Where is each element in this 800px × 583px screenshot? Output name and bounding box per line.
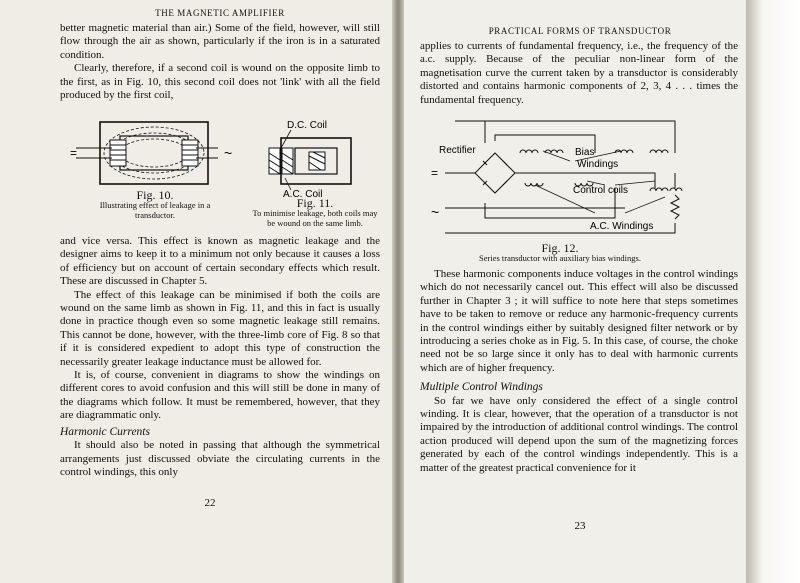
- fig12-bias-label: Bias: [575, 147, 595, 158]
- left-paragraph-5: It is, of course, convenient in diagrams to show the windings on different cores to avoid confusion and this will still be done in many of the diagrams which follow. It must be remembered, however, that they are diagrammatic only.: [60, 369, 380, 422]
- right-page-number: 23: [574, 520, 586, 532]
- fig10-dc-symbol: =: [70, 146, 78, 160]
- fig11-inner-block: [309, 152, 325, 170]
- fig10-ac-symbol: ~: [224, 145, 233, 161]
- left-text-top: [60, 22, 380, 102]
- fig12-ac-windings: [650, 188, 682, 219]
- fig10-caption: [80, 190, 230, 220]
- fig10-coil-left: [110, 140, 126, 166]
- right-paragraph-1: applies to currents of fundamental frequency, i.e., the frequency of the a.c. supply. Because of the peculiar non-linear form of the magnetisation curve the current taken by a transductor is considerably distorted and contains harmonic components of 2, 3, 4 . . . times the fundamental frequency.: [420, 40, 738, 106]
- left-running-head: THE MAGNETIC AMPLIFIER: [155, 8, 285, 18]
- left-paragraph-6: It should also be noted in passing that although the symmetrical arrangements just discussed obviate the circulating currents in the control windings, this only: [60, 439, 380, 478]
- left-paragraph-3: and vice versa. This effect is known as magnetic leakage and the designer aims to keep it to a minimum not only because it causes a loss of efficiency but on account of certain secondary effects which result. These are discussed in Chapter 5.: [60, 235, 380, 288]
- left-paragraph-2: Clearly, therefore, if a second coil is wound on the opposite limb to the first, as in Fig. 10, this second coil does not 'link' with all the field produced by the first coil,: [60, 62, 380, 102]
- right-paragraph-2: These harmonic components induce voltages in the control windings which do not necessarily cancel out. This effect will also be discussed further in Chapter 3 ; it will suffice to note here that steps sometimes have to be taken to remove or reduce any harmonic-frequency currents in the control windings either by suitably designed filter network or by introducing a series choke as in Fig. 5. In this case, of course, the choke need not be so large since it only has to deal with harmonic currents which are of higher frequency.: [420, 268, 738, 374]
- fig12-description: Series transductor with auxiliary bias windings.: [479, 253, 641, 263]
- book-gutter: [392, 0, 404, 583]
- page-edge-shadow: [746, 0, 800, 583]
- fig12-ac-symbol: ~: [431, 204, 440, 220]
- fig11-dc-label: D.C. Coil: [287, 120, 328, 131]
- left-text-bottom: [60, 235, 380, 479]
- fig10-core-window: [120, 136, 188, 170]
- fig12-caption: [440, 243, 680, 263]
- fig12-ac-label: A.C. Windings: [590, 221, 654, 232]
- right-subheading: Multiple Control Windings: [420, 381, 543, 394]
- right-paragraph-3: So far we have only considered the effect of a single control winding. It is clear, however, that the operation of a transductor is not impaired by the introduction of additional control windings. The control action produced will depend upon the sum of the magnetizing forces generated by each of the control windings independently. This is a matter of the greatest practical convenience for it: [420, 394, 738, 474]
- fig11-diagram: [255, 118, 375, 198]
- fig10-number: Fig. 10.: [136, 188, 174, 202]
- fig11-description: To minimise leakage, both coils may be wound on the same limb.: [252, 208, 378, 228]
- fig10-description: Illustrating effect of leakage in a transductor.: [99, 200, 211, 220]
- fig12-rectifier-label: Rectifier: [439, 145, 476, 156]
- left-page-number: 22: [204, 497, 216, 509]
- fig11-number: Fig. 11.: [296, 196, 334, 210]
- fig11-caption: [252, 198, 378, 228]
- fig12-rectifier-bridge: [475, 153, 515, 193]
- left-paragraph-4: The effect of this leakage can be minimised if both the coils are wound on the same limb as shown in Fig. 11, and this in fact is usually done in practice though even so some magnetic leakage still remains. This cannot be done, however, with the three-limb core of Fig. 8 so that if it is considered expedient to adopt this type of construction the necessarily greater leakage inductance must be allowed for.: [60, 288, 380, 368]
- fig10-diagram: [70, 118, 240, 188]
- fig12-number: Fig. 12.: [541, 241, 579, 255]
- left-subheading: Harmonic Currents: [60, 425, 150, 438]
- fig12-dc-symbol: =: [431, 166, 439, 180]
- fig12-diagram: [425, 113, 693, 243]
- right-running-head: PRACTICAL FORMS OF TRANSDUCTOR: [488, 26, 672, 36]
- right-text-bottom: [420, 268, 738, 475]
- right-text-top: [420, 40, 738, 107]
- fig10-coil-right: [182, 140, 198, 166]
- left-paragraph-1: better magnetic material than air.) Some of the field, however, will still flow through the air as shown, particularly if the iron is in a saturated condition.: [60, 22, 380, 61]
- fig12-windings-label: Windings: [577, 159, 619, 170]
- fig12-control-label: Control coils: [573, 185, 629, 196]
- fig11-ac-label: A.C. Coil: [283, 189, 323, 198]
